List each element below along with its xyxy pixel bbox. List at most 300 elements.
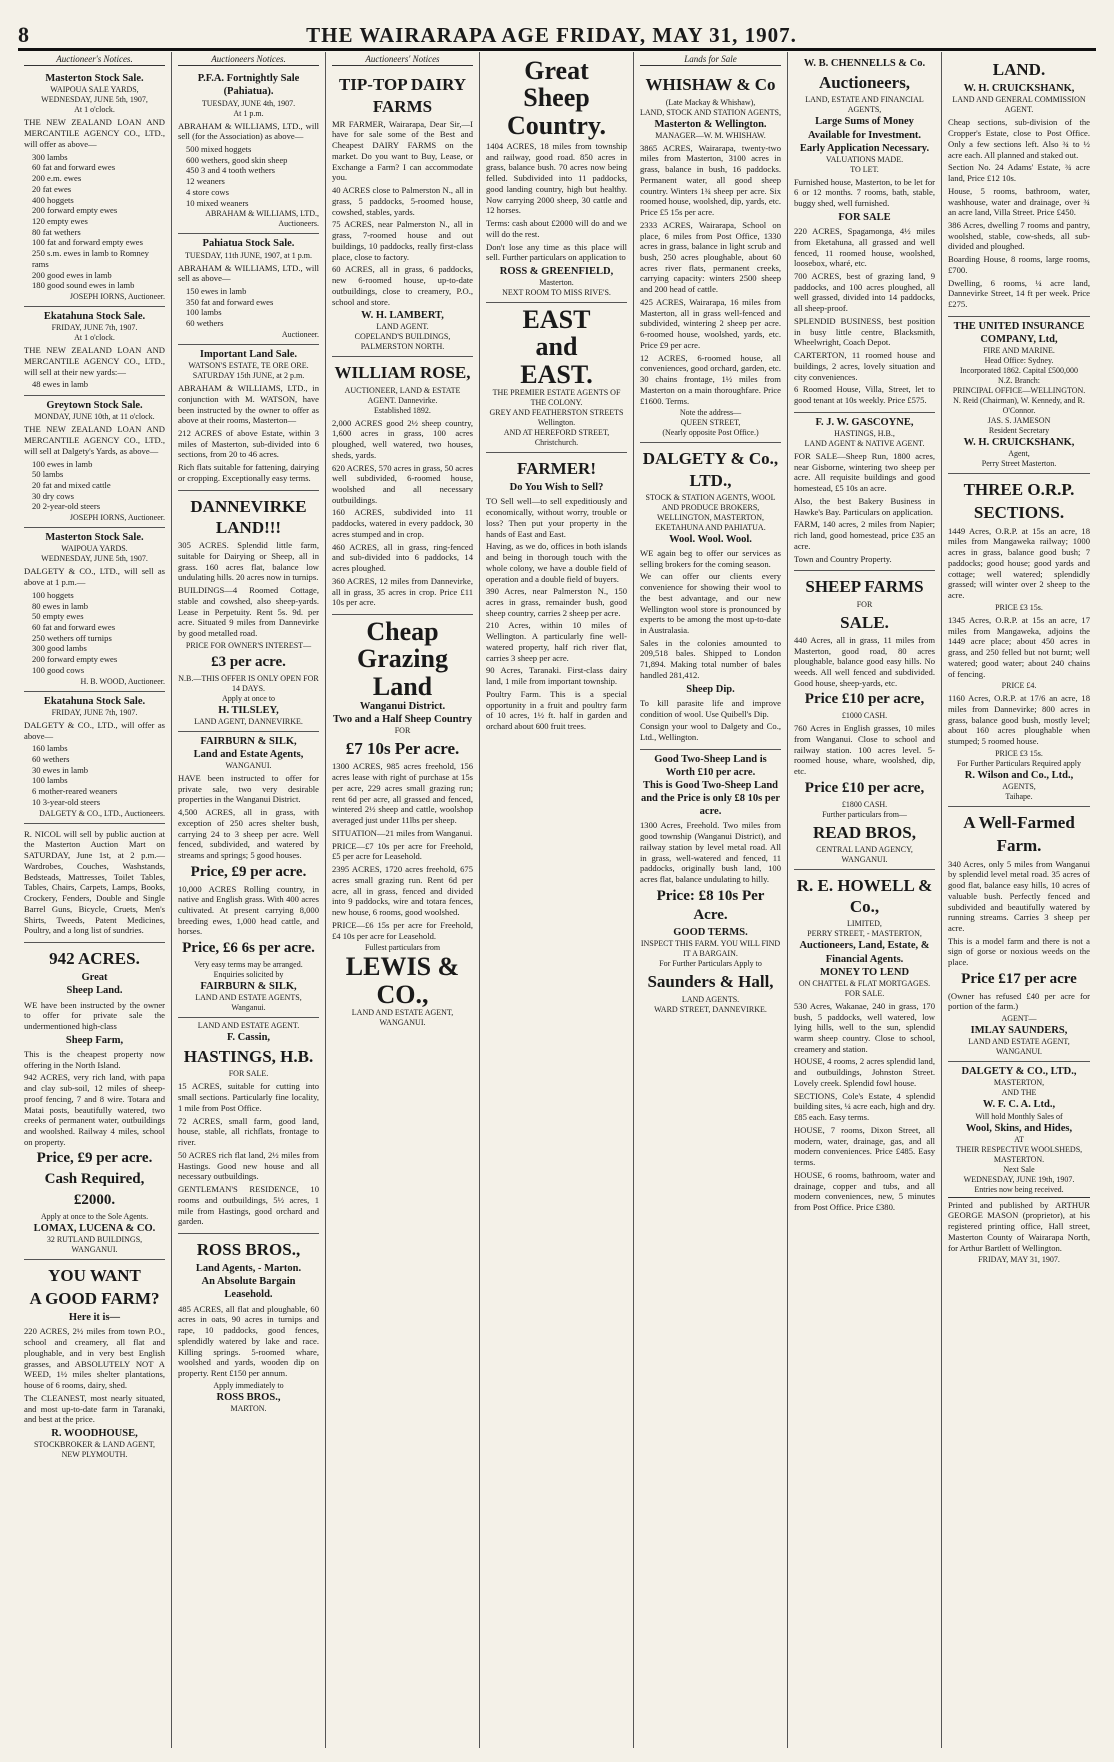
ad-subline: Head Office: Sydney. — [984, 356, 1054, 366]
ad-text: 1300 Acres, Freehold. Two miles from good township (Wanganui District), and railway station by level metal road. All in grass, well-watered and fenced, 11 paddocks, originally bush land, 100 acres flat, balance undulating to hilly. — [640, 820, 781, 885]
ad-text: 2395 ACRES, 1720 acres freehold, 675 acres small grazing run. Rent 6d per acre, all in grass, fenced and divided into 9 paddocks, wire and totara fences, new house, 6 rooms, good woolshed. — [332, 864, 473, 918]
ad-heading: MONEY TO LEND — [819, 966, 910, 978]
agent-address: NEXT ROOM TO MISS RIVE'S. — [502, 288, 611, 298]
ad-text: 760 Acres in English grasses, 10 miles from Wanganui. Close to school and railway station. 100 acres level. 5-roomed house, whare, woolshed, dip, etc. — [794, 723, 935, 777]
ad-text: WE have been instructed by the owner to offer for private sale the undermentioned high-class — [24, 999, 165, 1031]
ad-subline: FOR — [394, 726, 411, 736]
ad-heading: W. F. C. A. Ltd., — [982, 1099, 1056, 1111]
ad-text: Terms: cash about £2000 will do and we will do the rest. — [486, 218, 627, 239]
price: £2000. — [73, 1191, 116, 1208]
ad-heading: Leasehold. — [224, 1289, 273, 1301]
ad-subline: LAND, STOCK AND STATION AGENTS, — [640, 107, 781, 117]
column-6 — [788, 52, 942, 1748]
ad-text: 1345 Acres, O.R.P. at 15s an acre, 17 miles from Mangaweka, adjoins the 1449 acre place; about 450 acres in grass, and 250 felled but not burnt; well watered; good water; about 240 chains of fencing. — [948, 614, 1090, 679]
agent-name: LOMAX, LUCENA & CO. — [33, 1222, 156, 1234]
ad-heading: THE UNITED INSURANCE COMPANY, Ltd, — [953, 320, 1085, 345]
ad-heading: Sheep Land. — [66, 985, 123, 997]
stock-list — [32, 152, 165, 292]
ad-subline: THEIR RESPECTIVE WOOLSHEDS, — [955, 1144, 1083, 1154]
ad-title: DALGETY & Co., LTD., — [642, 449, 779, 490]
ad-text: 305 ACRES. Splendid little farm, suitable for Dairying or Sheep, all in grass. 160 acres flat, balance low undulating hills. 20 acres now in turnips. — [178, 540, 319, 583]
agent-name: IMLAY SAUNDERS, — [970, 1025, 1068, 1037]
ad-heading: P.F.A. Fortnightly Sale (Pahiatua). — [197, 73, 300, 98]
ad-subline: STOCK & STATION AGENTS, WOOL AND PRODUCE BROKERS, WELLINGTON, MASTERTON, EKETAHUNA AND PAHIATUA. — [645, 492, 776, 532]
ad-text: Boarding House, 8 rooms, large rooms, £700. — [948, 254, 1090, 275]
ad-subline: For Further Particulars Apply to — [659, 959, 762, 969]
column-heading: Lands for Sale — [640, 54, 781, 66]
ad-text: 390 Acres, near Palmerston N., 150 acres in grass, remainder bush, good sheep country, carries 2 sheep per acre. — [486, 586, 627, 618]
ad-text: THE NEW ZEALAND LOAN AND MERCANTILE AGENCY CO., LTD., will sell at their new yards:— — [24, 345, 165, 377]
ad-subline: FOR SALE. — [228, 1069, 269, 1079]
column-heading: Auctioneer's Notices. — [24, 54, 165, 66]
list-item: 180 good sound ewes in lamb — [32, 280, 135, 291]
ad-title: WHISHAW & Co — [645, 75, 776, 95]
price: PRICE £3 15s. — [995, 748, 1043, 758]
list-item: 400 hoggets — [32, 194, 74, 205]
ad-text: 15 ACRES, suitable for cutting into small sections. Particularly fine locality, 1 mile from Post Office. — [178, 1081, 319, 1113]
ad-text: SPLENDID BUSINESS, best position in busy little centre, Blacksmith, Wheelwright, Coach Depot. — [794, 315, 935, 348]
agent-name: H. TILSLEY, — [218, 704, 279, 716]
list-item: 300 lambs — [32, 151, 68, 162]
list-item: 20 fat ewes — [32, 183, 72, 194]
ad-text: 90 Acres, Taranaki. First-class dairy land, 1 mile from important township. — [486, 665, 627, 687]
agent-address: WANGANUI. — [841, 854, 888, 864]
list-item: 60 fat and forward ewes — [32, 162, 116, 173]
ad-text: Consign your wool to Dalgety and Co., Ltd., Wellington. — [640, 721, 781, 743]
agent-name: R. Wilson and Co., Ltd., — [964, 769, 1074, 781]
ad-subline: AND THE — [1001, 1088, 1037, 1098]
ad-title: Great — [524, 56, 589, 85]
ad-text: DALGETY & CO., LTD., will offer as above— — [24, 719, 165, 741]
imprint-text: Printed and published by ARTHUR GEORGE MASON (proprietor), at his registered printing office, Hall street, Masterton County of Wairarapa North, for Arthur Bartlett of Wellington. — [948, 1199, 1090, 1253]
ad-title: Country. — [507, 110, 606, 140]
agent-name: ROSS BROS., — [216, 1391, 281, 1403]
ad-subline: WAIPOUA YARDS. — [61, 544, 128, 554]
ad-title: SHEEP FARMS — [805, 577, 924, 597]
ad-text: THE NEW ZEALAND LOAN AND MERCANTILE AGENCY CO., LTD., will sell at Dalgety's Yards, as above— — [24, 424, 165, 456]
list-item: 48 ewes in lamb — [32, 379, 89, 390]
ad-text: 340 Acres, only 5 miles from Wanganui by splendid level metal road. 35 acres of good flat, balance easy hills, 10 acres of valuable bush. Perfectly fenced and subdivided and beautifully watered by running streams. Carries 3 sheep per acre. — [948, 858, 1090, 933]
ad-signature: JOSEPH IORNS, Auctioneer. — [69, 292, 165, 302]
list-item: 80 ewes in lamb — [32, 600, 89, 611]
ad-subline: TUESDAY, 11th JUNE, 1907, at 1 p.m. — [184, 250, 313, 260]
list-item: 10 mixed weaners — [186, 197, 249, 208]
ad-title: 942 ACRES. — [49, 949, 140, 968]
ad-text: Town and Country Property. — [794, 553, 892, 564]
ad-heading: Here it is— — [68, 1312, 121, 1324]
ad-text: Cheap sections, sub-division of the Cropper's Estate, close to Post Office. Only a few sections left. Also ¾ to ½ acre each. All planned and staked out. — [948, 117, 1090, 160]
ad-subline: For Further Particulars Required apply — [957, 758, 1081, 768]
ad-text: Poultry Farm. This is a special opportunity in a fruit and poultry farm of 10 acres, 1½ ft. half in garden and orchard about 600 fruit trees. — [486, 688, 627, 732]
ad-text: HOUSE, 7 rooms, Dixon Street, all modern, water, drainage, gas, and all modern conveniences. Price £485. Easy terms. — [794, 1124, 935, 1168]
ad-text: Don't lose any time as this place will sell. Further particulars on application to — [486, 241, 627, 263]
ad-masterton-stock-sale-dalgety — [24, 528, 165, 691]
ad-text: 2333 ACRES, Wairarapa, School on place, 6 miles from Post Office, 1330 acres in grass, balance in light scrub and bush, 250 acres ploughable, about 60 acres river flats, permanent creeks, carrying capacity: winters 2500 sheep and 200 head of cattle. — [640, 219, 781, 295]
list-item: 100 fat and forward empty ewes — [32, 237, 143, 248]
ad-subline: MANAGER—W. M. WHISHAW. — [655, 130, 766, 140]
ad-dalgety-wool — [640, 443, 781, 750]
ad-subline: MONDAY, JUNE 10th, at 11 o'clock. — [34, 412, 155, 422]
ad-text: FARM, 140 acres, 2 miles from Napier; rich land, good homestead, price £35 an acre. — [794, 519, 935, 551]
ad-text: 220 ACRES, 2½ miles from town P.O., school and creamery, all flat and ploughable, and in very best English grasses, and ABSOLUTELY NOT A WEED, 1½ miles shelter plantations, house of 6 rooms, dairy, shed. — [24, 1326, 165, 1391]
ad-heading: F. Cassin, — [226, 1032, 271, 1044]
ad-title: HASTINGS, H.B. — [183, 1047, 314, 1067]
ad-subline: QUEEN STREET, — [680, 418, 741, 428]
ad-text: 160 ACRES, subdivided into 11 paddocks, watered in every paddock, 30 acres stumped and in crop. — [332, 507, 473, 539]
list-item: 50 empty ewes — [32, 611, 84, 622]
list-item: 200 forward empty ewes — [32, 205, 118, 216]
ad-subline: Apply at once to — [221, 693, 276, 703]
ad-subline: Very easy terms may be arranged. — [194, 959, 303, 969]
list-item: 500 mixed hoggets — [186, 143, 252, 154]
ad-title: Cheap — [366, 617, 439, 647]
ad-text: HAVE been instructed to offer for private sale, two very desirable properties in the Wanganui District. — [178, 772, 319, 805]
ad-text: FOR SALE—Sheep Run, 1800 acres, near Gisborne, wintering two sheep per acre. All requisite buildings and good homestead, £5 10s an acre. — [794, 450, 935, 494]
agent-address: Taihape. — [1005, 792, 1033, 802]
agent-address: LAND AND ESTATE AGENT, — [351, 1007, 454, 1017]
agent-address: LAND AND ESTATE AGENT, — [968, 1037, 1070, 1047]
ad-text: 1160 Acres, O.R.P. at 17/6 an acre, 18 miles from Dannevirke; 800 acres in grass, balance good bush, mostly level; about 160 acres ploughable when stumped; 5 roomed house. — [948, 693, 1090, 747]
ad-heading: Auctioneers, Land, Estate, & Financial Agents. — [799, 940, 930, 965]
ad-942-acres — [24, 943, 165, 1260]
ad-title: Farm. — [996, 836, 1042, 856]
ad-heading: W. H. CRUICKSHANK, — [963, 83, 1075, 95]
ad-text: 460 ACRES, all in grass, ring-fenced and sub-divided into 6 paddocks, 14 acres ploughed. — [332, 541, 473, 574]
agent-address: LAND AGENT. — [376, 322, 429, 332]
ad-subline: LAND AND ESTATE AGENT. — [197, 1021, 300, 1031]
price: £3 per acre. — [211, 653, 286, 670]
agent-address: WANGANUI. — [996, 1047, 1042, 1057]
ad-text: R. NICOL will sell by public auction at the Masterton Auction Mart on SATURDAY, June 1st, at 2 p.m.—Wardrobes, Couches, Washstands, Bedsteads, Mattresses, Toilet Tables, Tables, Chairs, Carpets, Lamps, Books, Crockery, Fenders, Double and Single Barrel Guns, Bicycle, Cruets, Men's Shirts, Tweeds, Patent Medicines, Poultry, and a long list of sundries. — [24, 828, 165, 936]
ad-text: Also, the best Bakery Business in Hawke's Bay. Particulars on application. — [794, 495, 935, 517]
ad-text: Rich flats suitable for fattening, dairying or cropping. Exceptionally easy terms. — [178, 462, 319, 483]
ad-subline: FOR — [856, 599, 873, 609]
agent-address: 32 RUTLAND BUILDINGS, WANGANUI. — [46, 1234, 143, 1254]
list-item: 600 wethers, good skin sheep — [186, 154, 288, 165]
ad-two-sheep-land — [640, 750, 781, 1019]
ad-text: BUILDINGS—4 Roomed Cottage, stable and cowshed, also sheep-yards. Lease in Perpetuity. Rent 5s. 9d. per acre. Situated 9 miles from Dannevirke by good metalled road. — [178, 585, 319, 639]
ad-heading: Important Land Sale. — [199, 348, 298, 360]
ad-heading: Land Agents, - Marton. — [195, 1263, 302, 1275]
ad-title: FARMER! — [517, 458, 596, 478]
list-item: 100 good cows — [32, 664, 85, 675]
list-item: 250 s.m. ewes in lamb to Romney rams — [32, 248, 149, 269]
list-item: 350 fat and forward ewes — [186, 296, 274, 307]
price: Price, £9 per acre. — [190, 863, 307, 880]
ad-subline: Next Sale — [1003, 1164, 1035, 1174]
ad-text: (Owner has refused £40 per acre for portion of the farm.) — [948, 990, 1090, 1012]
ad-heading: Good Two-Sheep Land is Worth £10 per acre. — [654, 753, 767, 778]
ad-subline: Apply at once to the Sole Agents. — [40, 1211, 149, 1221]
list-item: 450 3 and 4 tooth wethers — [186, 165, 276, 176]
ad-subline: Established 1892. — [374, 405, 431, 415]
ad-subline: Will hold Monthly Sales of — [975, 1111, 1063, 1121]
ad-heading: Ekatahuna Stock Sale. — [43, 695, 146, 707]
ad-masterton-stock-sale — [24, 69, 165, 307]
ad-text: 386 Acres, dwelling 7 rooms and pantry, woolshed, stable, cow-sheds, all sub-divided and ploughed. — [948, 219, 1090, 252]
agent-address: LAND AGENTS. — [681, 994, 740, 1004]
ad-heading: Wool. Wool. Wool. — [669, 533, 752, 545]
ad-well-farmed-farm — [948, 807, 1090, 1062]
ad-heading: Masterton Stock Sale. — [45, 532, 144, 544]
list-item: 60 wethers — [32, 753, 70, 764]
ad-subline: WATSON'S ESTATE, TE ORE ORE. — [188, 361, 309, 371]
ad-subline: WEDNESDAY, JUNE 5th, 1907. — [41, 554, 148, 564]
ad-dannevirke-land — [178, 491, 319, 732]
ad-subline: FRIDAY, JUNE 7th, 1907. — [51, 707, 138, 717]
list-item: 6 mother-reared weaners — [32, 786, 118, 797]
ad-title: ROSS BROS., — [196, 1239, 301, 1259]
ad-subline: AGENT— — [1001, 1014, 1037, 1024]
ad-subline: N. Reid (Chairman), W. Kennedy, and R. O'Connor. — [953, 396, 1085, 416]
ad-text: House, 5 rooms, bathroom, water, washhouse, water and drainage, over ¾ an acre land, Villa Street. Price £450. — [948, 185, 1090, 218]
list-item: 4 store cows — [186, 186, 229, 197]
agent-address: WANGANUI. — [379, 1017, 426, 1027]
ad-text: 10,000 ACRES Rolling country, in native and English grass. With 400 acres cultivated. At present carrying 8,000 breeding ewes, 1,000 head cattle, and horses. — [178, 883, 319, 937]
ad-subline: LAND, ESTATE AND FINANCIAL AGENTS, — [805, 95, 924, 115]
ad-signature: DALGETY & CO., LTD., Auctioneers. — [39, 808, 165, 818]
ad-cheap-grazing-land — [332, 615, 473, 1032]
agent-address: CENTRAL LAND AGENCY, — [816, 844, 913, 854]
ad-text: 1404 ACRES, 18 miles from township and railway, good road. 850 acres in grass, balance bush. 70 acres now being felled. Subdivided into 11 paddocks, good landing country, high but healthy. Now carrying 2000 sheep, 30 cattle and 12 horses. — [486, 140, 627, 216]
ad-title: Auctioneers, — [818, 73, 911, 93]
list-item: 120 empty ewes — [32, 215, 88, 226]
ad-pfa-sale — [178, 69, 319, 234]
ad-title: Grazing Land — [357, 644, 448, 701]
ad-title: EAST. — [520, 359, 593, 389]
list-item: 300 good lambs — [32, 643, 87, 654]
ad-text: 1300 ACRES, 985 acres freehold, 156 acres lease with right of purchase at 15s per acre, 229 acres small grazing run; rent 6d per acre, all grassed and fenced, wintered 2½ sheep and cattle, woolshop averaged just under 11lbs per sheep. — [332, 761, 473, 826]
ad-text: TO Sell well—to sell expeditiously and economically, without worry, trouble or loss? Then put your property in the hands of East and East. — [486, 496, 627, 539]
ad-subline: £1800 CASH. — [841, 799, 888, 809]
list-item: 100 lambs — [186, 307, 222, 318]
agent-name: READ BROS, — [813, 822, 916, 842]
ad-subline: At 1 p.m. — [233, 108, 264, 118]
agent-name: FAIRBURN & SILK, — [200, 980, 297, 992]
ad-text: 700 ACRES, best of grazing land, 9 paddocks, and 100 acres ploughed, all well grassed, divided into 14 paddocks, all sheep-proof. — [794, 271, 935, 314]
ad-nicol-auction — [24, 824, 165, 943]
ad-subline: N.Z. Branch: — [998, 376, 1040, 386]
ad-text: THE NEW ZEALAND LOAN AND MERCANTILE AGENCY CO., LTD., will offer as above— — [24, 117, 165, 149]
ad-howell — [794, 870, 935, 1219]
ad-subline: ON CHATTEL & FLAT MORTGAGES. — [798, 978, 931, 988]
ad-text: ABRAHAM & WILLIAMS, LTD., will sell as above— — [178, 262, 319, 284]
ad-subline: N.B.—THIS OFFER IS ONLY OPEN FOR 14 DAYS. — [178, 673, 319, 693]
ad-text: HOUSE, 6 rooms, bathroom, water and drainage, copper and tubs, and all modern conveniences, new, 5 minutes from Post Office. Price £380. — [794, 1169, 935, 1212]
ad-subline: WANGANUI. — [225, 760, 272, 770]
ad-text: This is a model farm and there is not a sign of gorse or noxious weeds on the place. — [948, 935, 1090, 968]
ad-text: 4,500 ACRES, all in grass, with exception of 250 acres shelter bush, carrying 24 to 3 sheep per acre. Well fenced, subdivided, and watered by streams and springs; 5 good houses. — [178, 807, 319, 861]
ad-heading: DALGETY & CO., LTD., — [961, 1066, 1077, 1078]
column-heading: Auctioneers' Notices — [332, 54, 473, 66]
agent-name: Saunders & Hall, — [647, 972, 774, 992]
ad-subline: Fullest particulars from — [364, 943, 441, 953]
ad-subline: HASTINGS, H.B., — [834, 428, 895, 438]
ad-heading: Ekatahuna Stock Sale. — [43, 311, 146, 323]
ad-text: ABRAHAM & WILLIAMS, LTD., in conjunction with M. WATSON, have been instructed by the owner to offer as above at their rooms, Masterton— — [178, 383, 319, 426]
ad-text: 942 ACRES, very rich land, with papa and clay sub-soil, 12 miles of sheep-proof fencing, 7 and 8 wire. Totara and Matai posts, beautifully watered, two creeks of permanent water, outbuildings and woolshed. Railway 4 miles, school on property. — [24, 1072, 165, 1147]
ad-text: DALGETY & CO., LTD., will sell as above at 1 p.m.— — [24, 566, 165, 588]
ad-subline: WAIPOUA SALE YARDS, — [50, 85, 139, 95]
ad-signature: H. B. WOOD, Auctioneer. — [80, 676, 165, 686]
ad-heading: Sheep Dip. — [686, 683, 735, 695]
list-item: 250 wethers off turnips — [32, 632, 112, 643]
ad-subline: Apply immediately to — [213, 1380, 284, 1390]
ad-text: 75 ACRES, near Palmerston N., all in grass, 7-roomed house and out buildings, 10 paddocks, really first-class place, close to factory. — [332, 219, 473, 262]
ad-subline: PRICE FOR OWNER'S INTEREST— — [185, 640, 312, 650]
ad-chennells — [794, 54, 935, 413]
list-item: 30 ewes in lamb — [32, 764, 89, 775]
ad-text: To kill parasite life and improve condition of wool. Use Quibell's Dip. — [640, 697, 781, 719]
ad-subline: FOR SALE. — [844, 988, 885, 998]
ad-heading: FOR SALE — [838, 211, 891, 223]
ad-subline: LAND AGENT & NATIVE AGENT. — [804, 438, 925, 448]
price: Price £10 per acre, — [804, 691, 925, 708]
ad-subline: AND AT HEREFORD STREET, Christchurch. — [503, 427, 610, 447]
ad-text: GENTLEMAN'S RESIDENCE, 10 rooms and outbuildings, 5½ acres, 1 mile from Hastings, good orchard and garden. — [178, 1184, 319, 1227]
list-item: 10 3-year-old steers — [32, 796, 101, 807]
ad-text: 2,000 ACRES good 2½ sheep country, 1,600 acres in grass, 100 acres ploughed, well watered, two houses, sheds, yards. — [332, 417, 473, 460]
price: Price: £8 10s Per Acre. — [656, 887, 765, 923]
ad-subline: PRINCIPAL OFFICE—WELLINGTON. — [952, 386, 1086, 396]
ad-united-insurance — [948, 317, 1090, 474]
ad-tip-top-dairy — [332, 69, 473, 357]
ad-text: SITUATION—21 miles from Wanganui. — [332, 827, 473, 838]
ad-text: 530 Acres, Wakanae, 240 in grass, 170 bush, 5 paddocks, well watered, low lying hills, well to the sun, splendid warm sheep country. Close to school, creamery and station. — [794, 1000, 935, 1054]
ad-title: WILLIAM ROSE, — [334, 363, 471, 383]
ad-ekatahuna-stock-sale-dalgety — [24, 692, 165, 824]
agent-address: STOCKBROKER & LAND AGENT, NEW PLYMOUTH. — [33, 1440, 156, 1460]
ad-heading: FAIRBURN & SILK, — [200, 735, 297, 747]
ad-title: DANNEVIRKE LAND!!! — [190, 496, 307, 537]
ad-subline: MASTERTON. — [993, 1154, 1045, 1164]
ad-title: THREE O.R.P. — [963, 480, 1075, 500]
ad-text: We can offer our clients every convenience for showing their wool to the best advantage, and our new Wellington wool store is pronounced by experts to be among the most up-to-date in Australasia. — [640, 571, 781, 636]
agent-address: MARTON. — [230, 1403, 267, 1413]
list-item: 60 wethers — [186, 318, 224, 329]
ad-heading: GOOD TERMS. — [673, 927, 748, 939]
ad-heading: Greytown Stock Sale. — [46, 400, 143, 412]
ad-title: YOU WANT — [48, 1265, 141, 1285]
ad-text: 425 ACRES, Wairarapa, 16 miles from Masterton, all in grass well-fenced and subdivided, wintering 2 sheep per acre. 6-roomed house, woolshed, yards, etc. Price £9 per acre. — [640, 296, 781, 350]
ad-text: 220 ACRES, Spagamonga, 4½ miles from Eketahuna, all grassed and well fenced, 11 roomed house, woolshed, loosebox, wharé, etc. — [794, 226, 935, 269]
ad-text: 72 ACRES, small farm, good land, house, stable, all richflats, frontage to river. — [178, 1115, 319, 1148]
ad-text: Having, as we do, offices in both islands and being in thorough touch with the whole colony, we have a double field of operation and a double field of buyers. — [486, 541, 627, 584]
ad-heading: Wool, Skins, and Hides, — [965, 1122, 1073, 1134]
ad-heading: Sheep Farm, — [65, 1034, 124, 1046]
list-item: 150 ewes in lamb — [186, 285, 247, 296]
ad-sheep-farms — [794, 571, 935, 870]
ad-heading: Two and a Half Sheep Country — [333, 714, 472, 726]
ad-subline: TUESDAY, JUNE 4th, 1907. — [201, 98, 296, 108]
list-item: 60 fat and forward ewes — [32, 621, 116, 632]
agent-address: Perry Street Masterton. — [981, 459, 1057, 469]
agent-address: WARD STREET, DANNEVIRKE. — [654, 1004, 767, 1014]
column-4 — [480, 52, 634, 1748]
ad-fairburn-silk — [178, 732, 319, 1018]
ad-cruickshank-land — [948, 54, 1090, 317]
column-5 — [634, 52, 788, 1748]
agent-address: AGENTS, — [1002, 782, 1036, 792]
ad-text: Dwelling, 6 rooms, ¼ acre land, Dannevirke Street, 14 ft per week. Price £275. — [948, 277, 1090, 310]
ad-subline: FRIDAY, JUNE 7th, 1907. — [51, 323, 138, 333]
ad-text: 440 Acres, all in grass, 11 miles from Masterton, good road, 80 acres ploughable, balance good easy hills. No weeds. All well fenced and subdivided. Good house, sheep-yards, etc. — [794, 634, 935, 688]
ad-text: ABRAHAM & WILLIAMS, LTD., will sell (for the Association) as above— — [178, 120, 319, 142]
ad-text: MR FARMER, Wairarapa, Dear Sir,—I have for sale some of the Best and Cheapest DAIRY FARMS on the market. Do you want to Buy, Lease, or Exchange a Farm? I can accommodate you. — [332, 118, 473, 183]
ad-heading: Do You Wish to Sell? — [509, 482, 604, 494]
list-item: 12 weaners — [186, 176, 225, 187]
ad-subline: INSPECT THIS FARM. YOU WILL FIND IT A BARGAIN. — [640, 939, 781, 959]
agent-name: W. H. LAMBERT, — [361, 310, 444, 322]
ad-subline: AUCTIONEER, LAND & ESTATE AGENT. Dannevirke. — [344, 385, 461, 405]
price: PRICE £4. — [1001, 681, 1037, 691]
ad-william-rose — [332, 357, 473, 615]
ad-east-and-east — [486, 303, 627, 453]
ad-heading: An Absolute Bargain — [201, 1276, 296, 1288]
ad-text: SECTIONS, Cole's Estate, 4 splendid building sites, ¼ acre each, high and dry. £85 each. Easy terms. — [794, 1090, 935, 1123]
ad-heading: Land and Estate Agents, — [193, 748, 304, 760]
ad-good-farm — [24, 1260, 165, 1464]
ad-title: EAST — [522, 305, 591, 335]
list-item: 100 ewes in lamb — [32, 458, 93, 469]
price: £7 10s Per acre. — [345, 739, 460, 759]
ad-heading: This is Good Two-Sheep Land and the Price is only £8 10s per acre. — [640, 780, 781, 818]
ad-subline: MASTERTON, — [993, 1078, 1045, 1088]
ad-heading: Large Sums of Money Available for Investment. — [807, 116, 922, 141]
ad-subline: VALUATIONS MADE. — [825, 154, 904, 164]
ad-text: 1449 Acres, O.R.P. at 15s an acre, 18 miles from Mangaweka railway; 1000 acres in grass, balance good bush; 7 paddocks; good house; good yards and cottage; well watered; splendidly grassed; will winter over 2 sheep to the acre. — [948, 525, 1090, 601]
ad-text: HOUSE, 4 rooms, 2 acres splendid land, and outbuildings, Johnston Street. Lovely creek. Splendid fowl house. — [794, 1056, 935, 1088]
ad-subline: WEDNESDAY, JUNE 5th, 1907, — [41, 95, 148, 105]
ad-text: This is the cheapest property now offering in the North Island. — [24, 1048, 165, 1070]
ad-subline: AT — [1014, 1134, 1024, 1144]
ad-gascoyne — [794, 413, 935, 571]
list-item: 100 hoggets — [32, 589, 74, 600]
ad-cassin-hastings — [178, 1018, 319, 1234]
ad-heading: Masterton Stock Sale. — [45, 73, 144, 85]
column-7 — [942, 52, 1096, 1748]
column-3 — [326, 52, 480, 1748]
ad-subline: Incorporated 1862. Capital £500,000 — [960, 366, 1078, 376]
ad-heading: Wanganui District. — [359, 700, 446, 712]
agent-address: LAND AGENT, DANNEVIRKE. — [194, 716, 303, 726]
ad-title: A GOOD FARM? — [29, 1289, 160, 1309]
ad-subline: Entries now being received. — [974, 1184, 1064, 1194]
agent-name: ROSS & GREENFIELD, — [499, 265, 614, 277]
ad-subline: TO LET. — [850, 164, 879, 174]
ad-subline: FIRE AND MARINE. — [983, 346, 1055, 356]
agent-address: Masterton. — [539, 278, 574, 288]
ad-text: CARTERTON, 11 roomed house and buildings, 2 acres, lovely situation and city conveniences. — [794, 350, 935, 382]
ad-title: TIP-TOP DAIRY FARMS — [338, 75, 467, 116]
ad-text: WE again beg to offer our services as selling brokers for the coming season. — [640, 547, 781, 569]
ad-subline: (Late Mackay & Whishaw), — [665, 97, 756, 107]
agent-name: LEWIS & CO., — [345, 952, 460, 1009]
ad-heading: W. B. CHENNELLS & Co. — [803, 58, 926, 69]
list-item: 20 2-year-old steers — [32, 501, 101, 512]
list-item: 200 forward empty ewes — [32, 654, 118, 665]
ad-text: 210 Acres, within 10 miles of Wellington. A particularly fine well-watered property, half rich river flat, carries 3 sheep per acre. — [486, 620, 627, 663]
price: Price, £6 6s per acre. — [182, 940, 315, 957]
list-item: 160 lambs — [32, 743, 68, 754]
ad-subline: Note the address— — [679, 408, 742, 418]
list-item: 200 good ewes in lamb — [32, 269, 112, 280]
column-heading: Auctioneers Notices. — [178, 54, 319, 66]
imprint-date: FRIDAY, MAY 31, 1907. — [978, 1255, 1060, 1265]
ad-text: 60 ACRES, all in grass, 6 paddocks, new 6-roomed house, up-to-date outbuildings, close to creamery, P.O., school and store. — [332, 264, 473, 307]
ad-text: 12 ACRES, 6-roomed house, all conveniences, good orchard, garden, etc. 30 chains frontage, 1½ miles from Masterton on a main thoroughfare. Price £1600. Terms. — [640, 352, 781, 406]
ad-subline: WEDNESDAY, JUNE 19th, 1907. — [963, 1174, 1075, 1184]
